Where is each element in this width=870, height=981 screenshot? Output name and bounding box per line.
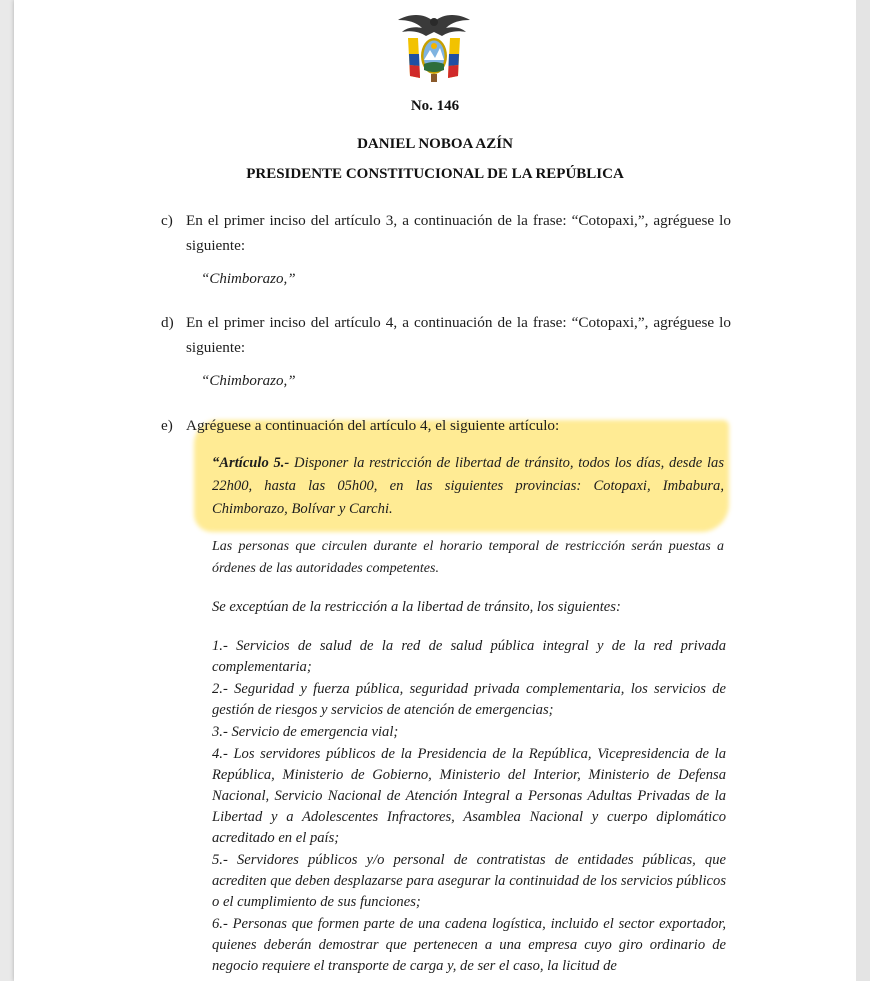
list-item: 3.- Servicio de emergencia vial;: [212, 724, 399, 740]
coat-of-arms-icon: [394, 8, 474, 86]
article-body: Disponer la restricción de libertad de tránsito, todos los días, desde las 22h00, hasta las 05h00, en las siguientes provincias: Cotopaxi, Imbabura, Chimborazo, Bolívar y Carchi.: [212, 455, 725, 517]
list-item: 4.- Los servidores públicos de la Presidencia de la República, Vicepresidencia de la República, Ministerio de Gobierno, Ministerio del Interior, Ministerio de Defensa Nacional, Servicio Nacional de Atención Integral a Personas Adultas Privadas de la Libertad y a Adolescentes Infractores, Asamblea Nacional y cuerpo diplomático acreditado en el país;: [212, 746, 726, 846]
clause-text: En el primer inciso del artículo 4, a continuación de la frase: “Cotopaxi,”, agréguese lo siguiente:: [186, 314, 731, 356]
exceptions-list: [212, 636, 726, 978]
article-para-2: Se exceptúan de la restricción a la libertad de tránsito, los siguientes:: [212, 599, 621, 615]
clause-text: En el primer inciso del artículo 3, a continuación de la frase: “Cotopaxi,”, agréguese lo siguiente:: [186, 212, 731, 254]
list-item: 1.- Servicios de salud de la red de salud pública integral y de la red privada complementaria;: [212, 638, 726, 675]
clause-d: [161, 310, 731, 360]
president-name: DANIEL NOBOA AZÍN: [357, 136, 513, 152]
clause-e: [161, 413, 731, 438]
background-strip: [856, 0, 870, 981]
document-page: [14, 0, 856, 981]
decree-number: No. 146: [410, 98, 460, 114]
list-item: 2.- Seguridad y fuerza pública, seguridad privada complementaria, los servicios de gestión de riesgos y servicios de atención de emergencias;: [212, 681, 726, 718]
article-title: “Artículo 5.-: [212, 455, 290, 471]
clause-quote: “Chimborazo,”: [201, 271, 296, 287]
clause-c: [161, 208, 731, 258]
clause-label: e): [161, 417, 173, 434]
clause-label: d): [161, 314, 174, 331]
clause-label: c): [161, 212, 173, 229]
article-5: [212, 452, 724, 521]
clause-text: Agréguese a continuación del artículo 4, el siguiente artículo:: [186, 417, 560, 434]
clause-quote: “Chimborazo,”: [201, 373, 296, 389]
president-title: PRESIDENTE CONSTITUCIONAL DE LA REPÚBLICA: [246, 166, 624, 182]
article-para-1: Las personas que circulen durante el horario temporal de restricción serán puestas a órdenes de las autoridades competentes.: [212, 539, 724, 576]
list-item: 5.- Servidores públicos y/o personal de contratistas de entidades públicas, que acrediten que deben desplazarse para asegurar la continuidad de los servicios públicos o el cumplimiento de sus funciones;: [212, 852, 726, 910]
list-item: 6.- Personas que formen parte de una cadena logística, incluido el sector exportador, quienes deberán demostrar que pertenecen a una empresa cuyo giro ordinario de negocio requiere el transporte de carga y, de ser el caso, la licitud de: [212, 916, 726, 974]
